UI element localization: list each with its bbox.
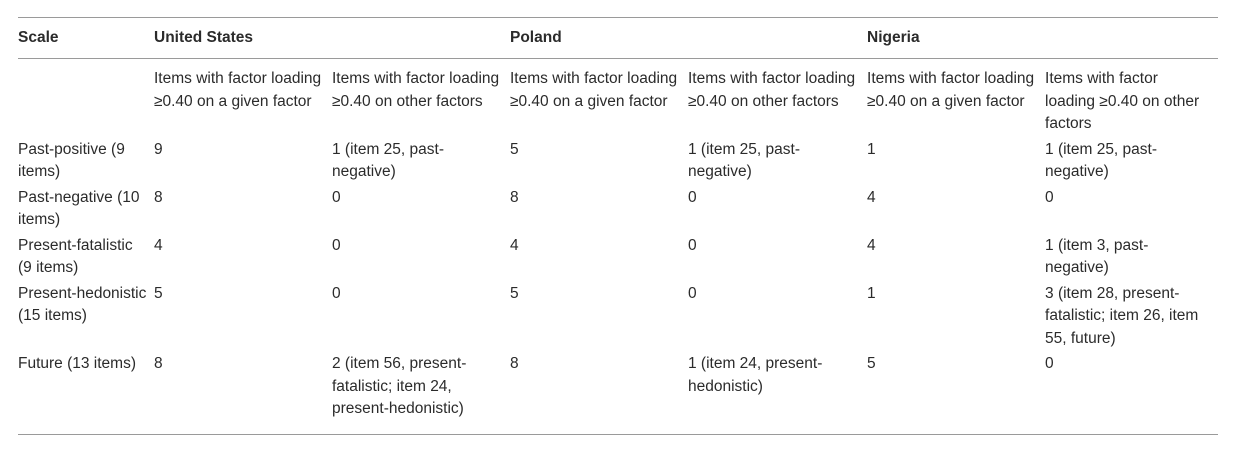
cell-us-given: 5 <box>154 284 163 302</box>
header-poland: Poland <box>510 18 867 59</box>
cell-nigeria-other: 1 (item 3, past-negative) <box>1045 236 1149 276</box>
subheader-nigeria-given-factor: Items with factor loading ≥0.40 on a given factor <box>867 70 1035 110</box>
cell-scale: Future (13 items) <box>18 350 154 434</box>
cell-poland-other: 1 (item 24, present-hedonistic) <box>688 350 867 434</box>
table-row <box>18 280 1218 351</box>
cell-nigeria-other: 0 <box>1045 350 1218 434</box>
factor-loading-table <box>18 17 1218 435</box>
cell-scale: Present-fatalistic (9 items) <box>18 236 133 276</box>
cell-poland-given: 8 <box>510 350 688 434</box>
cell-poland-given: 5 <box>510 284 519 302</box>
subheader-poland-other-factors: Items with factor loading ≥0.40 on other factors <box>688 70 856 110</box>
cell-us-other: 0 <box>332 188 341 206</box>
cell-nigeria-given: 4 <box>867 188 876 206</box>
header-united-states: United States <box>154 18 510 59</box>
factor-loading-table-container <box>18 17 1218 435</box>
cell-us-given: 8 <box>154 350 332 434</box>
subheader-us-given-factor: Items with factor loading ≥0.40 on a given factor <box>154 70 322 110</box>
cell-nigeria-given: 5 <box>867 350 1045 434</box>
subheader-nigeria-other-factors: Items with factor loading ≥0.40 on other factors <box>1045 70 1200 132</box>
header-scale: Scale <box>18 18 154 59</box>
cell-us-other: 0 <box>332 236 341 254</box>
table-row <box>18 136 1218 184</box>
cell-scale: Past-positive (9 items) <box>18 140 125 180</box>
cell-scale: Past-negative (10 items) <box>18 188 140 228</box>
table-row <box>18 232 1218 280</box>
cell-poland-given: 8 <box>510 188 519 206</box>
subheader-poland-given-factor: Items with factor loading ≥0.40 on a given factor <box>510 70 678 110</box>
cell-nigeria-given: 1 <box>867 284 876 302</box>
table-row <box>18 350 1218 434</box>
cell-us-given: 9 <box>154 140 163 158</box>
subheader-empty <box>18 59 154 136</box>
cell-nigeria-given: 1 <box>867 140 876 158</box>
cell-us-given: 8 <box>154 188 163 206</box>
table-subheader-row <box>18 59 1218 136</box>
cell-poland-other: 1 (item 25, past-negative) <box>688 140 800 180</box>
table-row <box>18 184 1218 232</box>
cell-poland-other: 0 <box>688 284 697 302</box>
cell-poland-other: 0 <box>688 188 697 206</box>
cell-poland-given: 5 <box>510 140 519 158</box>
cell-scale: Present-hedonistic (15 items) <box>18 284 147 324</box>
cell-nigeria-given: 4 <box>867 236 876 254</box>
header-nigeria: Nigeria <box>867 18 1218 59</box>
cell-us-other: 2 (item 56, present-fatalistic; item 24, present-hedonistic) <box>332 350 510 434</box>
cell-poland-given: 4 <box>510 236 519 254</box>
cell-us-other: 1 (item 25, past-negative) <box>332 140 444 180</box>
cell-poland-other: 0 <box>688 236 697 254</box>
table-header-row <box>18 18 1218 59</box>
cell-us-other: 0 <box>332 284 341 302</box>
cell-nigeria-other: 3 (item 28, present-fatalistic; item 26, item 55, future) <box>1045 284 1199 347</box>
cell-us-given: 4 <box>154 236 163 254</box>
cell-nigeria-other: 0 <box>1045 188 1054 206</box>
subheader-us-other-factors: Items with factor loading ≥0.40 on other factors <box>332 70 500 110</box>
cell-nigeria-other: 1 (item 25, past-negative) <box>1045 140 1158 180</box>
